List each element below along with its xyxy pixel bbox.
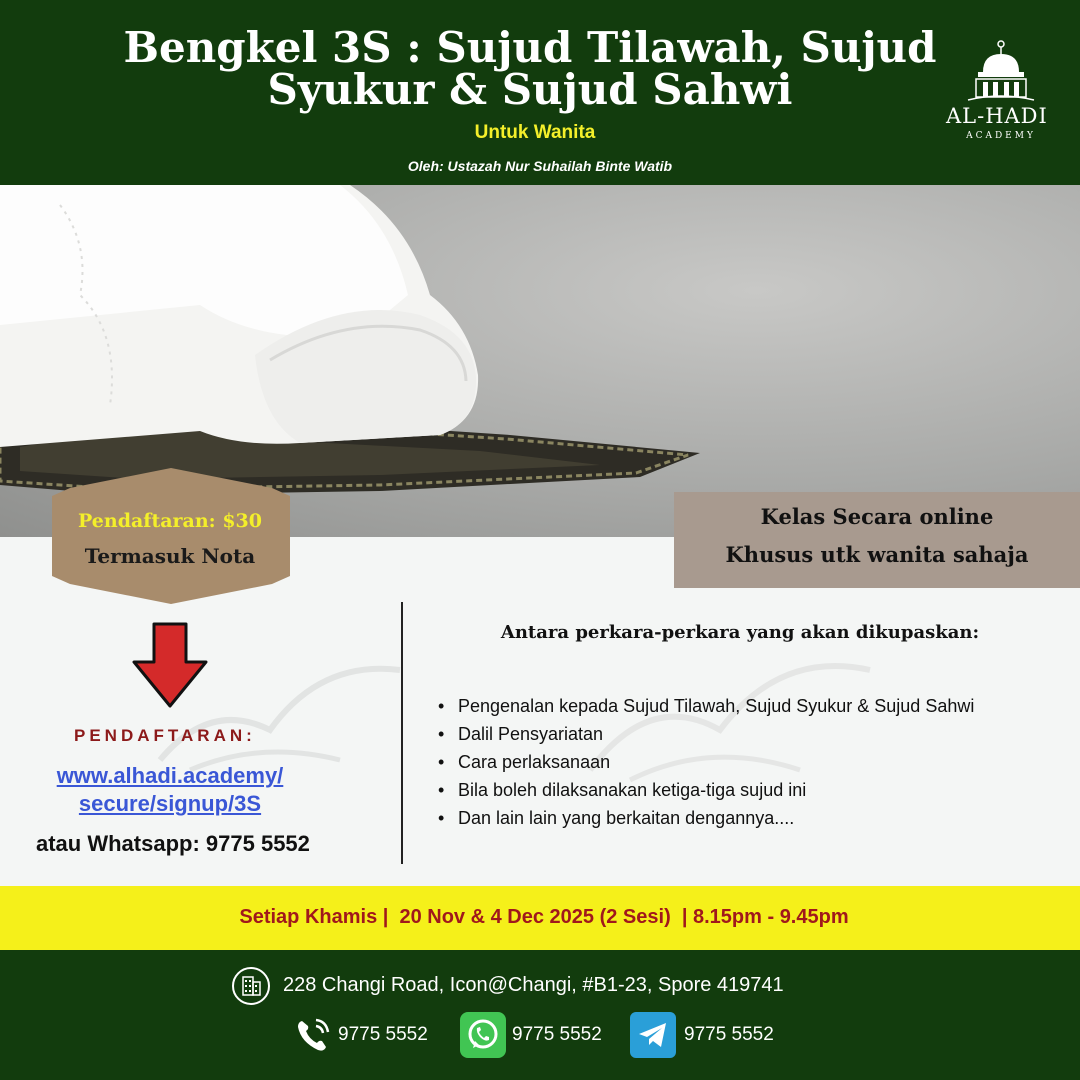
list-item: • Pengenalan kepada Sujud Tilawah, Sujud Syukur & Sujud Sahwi (438, 692, 1048, 720)
women-only-line: Khusus utk wanita sahaja (725, 542, 1029, 567)
mosque-dome-icon (938, 38, 1064, 104)
header-banner (0, 0, 1080, 185)
logo-subtitle: ACADEMY (966, 131, 1036, 141)
page-title-line2: Syukur & Sujud Sahwi (267, 65, 793, 114)
topics-list (438, 692, 1048, 832)
online-class-line: Kelas Secara online (760, 504, 994, 529)
byline: Oleh: Ustazah Nur Suhailah Binte Watib (407, 158, 673, 174)
subtitle: Untuk Wanita (474, 122, 596, 143)
whatsapp-contact: atau Whatsapp: 9775 5552 (36, 831, 310, 856)
address: 228 Changi Road, Icon@Changi, #B1-23, Spore 419741 (283, 974, 784, 996)
list-item: • Dan lain lain yang berkaitan dengannya.... (438, 804, 1048, 832)
column-divider (401, 602, 403, 864)
whatsapp-number: 9775 5552 (512, 1024, 602, 1045)
list-item: • Bila boleh dilaksanakan ketiga-tiga sujud ini (438, 776, 1048, 804)
building-icon (231, 966, 271, 1006)
signup-link-line2[interactable]: secure/signup/3S (78, 791, 262, 816)
al-hadi-logo (938, 38, 1078, 148)
includes-notes-label: Termasuk Nota (84, 544, 256, 568)
whatsapp-icon (460, 1012, 506, 1058)
page-title-line1: Bengkel 3S : Sujud Tilawah, Sujud (123, 23, 937, 72)
topics-heading: Antara perkara-perkara yang akan dikupaskan: (500, 622, 980, 643)
phone-icon (292, 1012, 338, 1058)
registration-label: PENDAFTARAN: (74, 726, 256, 745)
list-item: • Dalil Pensyariatan (438, 720, 1048, 748)
logo-name: AL-HADI (946, 104, 1048, 128)
telegram-icon (630, 1012, 676, 1058)
signup-link-line1[interactable]: www.alhadi.academy/ (56, 763, 284, 788)
signup-link[interactable] (0, 762, 340, 818)
arrow-down-icon (132, 622, 208, 708)
price-label: Pendaftaran: $30 (78, 510, 262, 532)
schedule-text: Setiap Khamis | 20 Nov & 4 Dec 2025 (2 Sesi) | 8.15pm - 9.45pm (239, 906, 849, 928)
list-item: • Cara perlaksanaan (438, 748, 1048, 776)
schedule-bar (0, 886, 1080, 950)
online-class-box (674, 492, 1080, 588)
footer (0, 950, 1080, 1080)
phone-number: 9775 5552 (338, 1024, 428, 1045)
price-badge-shape (52, 468, 290, 604)
telegram-number: 9775 5552 (684, 1024, 774, 1045)
